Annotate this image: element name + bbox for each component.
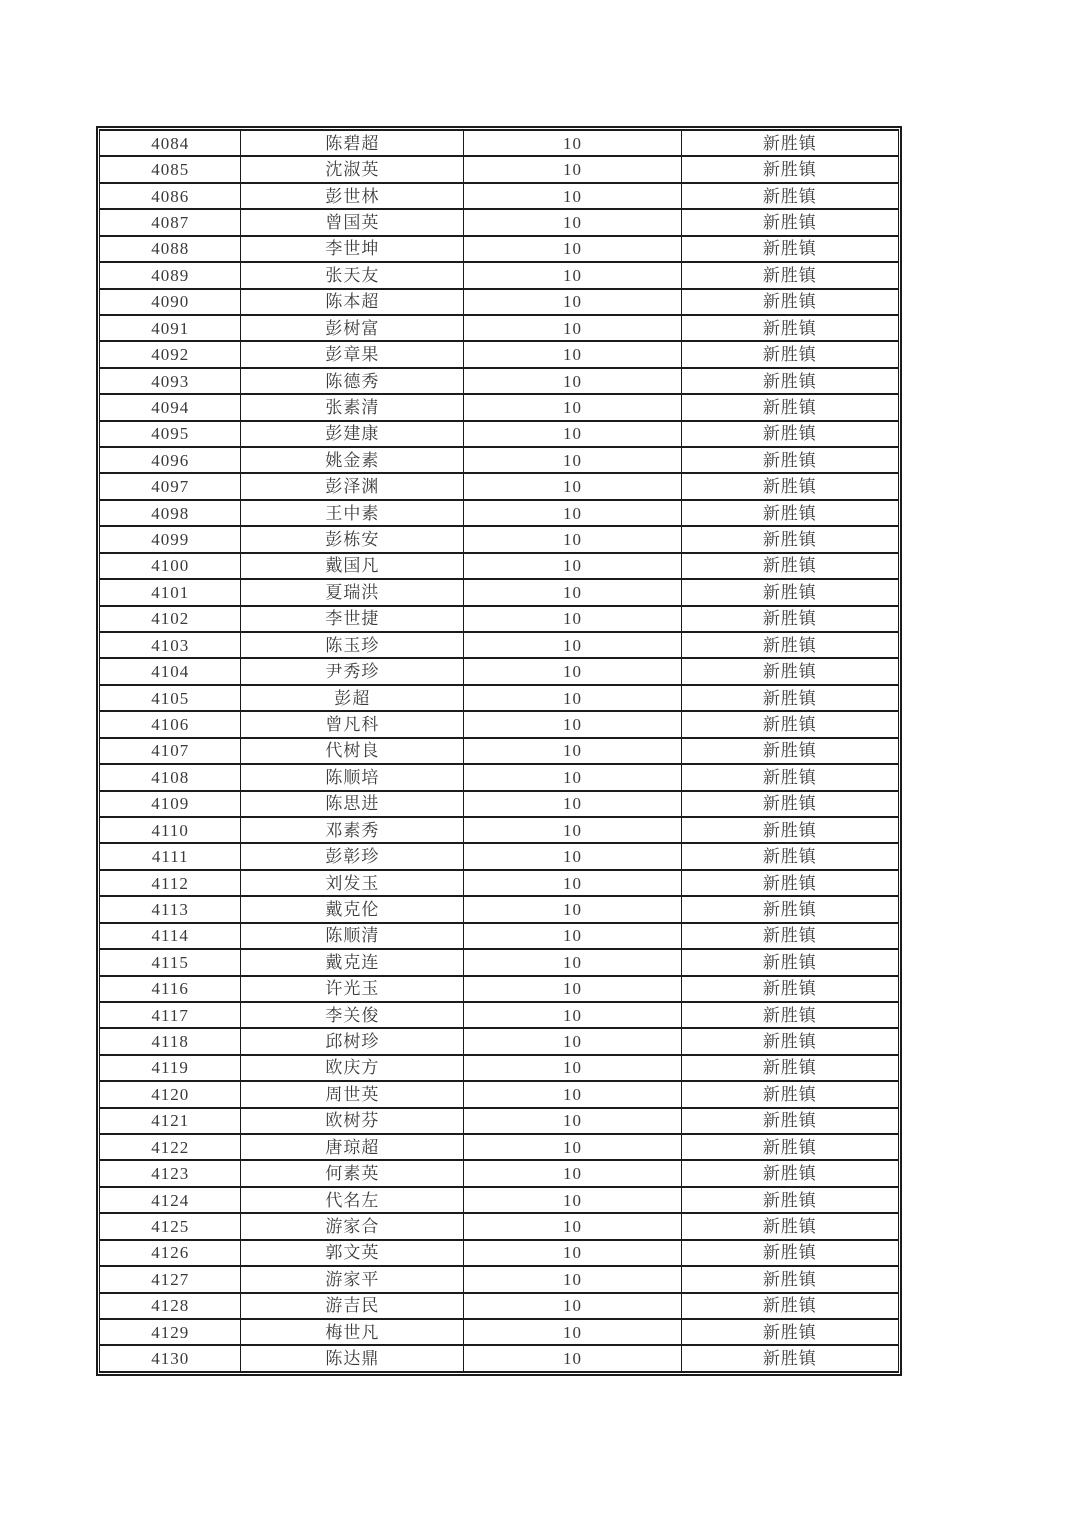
amount-cell: 10 [464,791,681,817]
town-cell: 新胜镇 [681,1240,898,1266]
town-cell: 新胜镇 [681,711,898,737]
name-cell: 郭文英 [241,1240,464,1266]
town-cell: 新胜镇 [681,791,898,817]
name-cell: 曾国英 [241,209,464,235]
id-cell: 4097 [100,473,241,499]
name-cell: 邓素秀 [241,817,464,843]
amount-cell: 10 [464,579,681,605]
name-cell: 姚金素 [241,447,464,473]
id-cell: 4121 [100,1108,241,1134]
table-row [100,764,899,790]
name-cell: 沈淑英 [241,156,464,182]
roster-table-body [100,130,899,1372]
table-row [100,130,899,156]
town-cell: 新胜镇 [681,236,898,262]
id-cell: 4106 [100,711,241,737]
amount-cell: 10 [464,1345,681,1372]
name-cell: 彭泽渊 [241,473,464,499]
table-row [100,341,899,367]
roster-table [99,129,899,1373]
id-cell: 4089 [100,262,241,288]
table-row [100,1345,899,1372]
town-cell: 新胜镇 [681,1213,898,1239]
name-cell: 陈碧超 [241,130,464,156]
table-row [100,1266,899,1292]
table-row [100,447,899,473]
name-cell: 唐琼超 [241,1134,464,1160]
amount-cell: 10 [464,870,681,896]
id-cell: 4101 [100,579,241,605]
town-cell: 新胜镇 [681,1293,898,1319]
id-cell: 4117 [100,1002,241,1028]
table-row [100,579,899,605]
town-cell: 新胜镇 [681,976,898,1002]
name-cell: 彭彰珍 [241,843,464,869]
name-cell: 何素英 [241,1160,464,1186]
amount-cell: 10 [464,632,681,658]
name-cell: 张天友 [241,262,464,288]
id-cell: 4125 [100,1213,241,1239]
amount-cell: 10 [464,976,681,1002]
amount-cell: 10 [464,1187,681,1213]
amount-cell: 10 [464,896,681,922]
name-cell: 李世捷 [241,606,464,632]
town-cell: 新胜镇 [681,1055,898,1081]
table-row [100,791,899,817]
town-cell: 新胜镇 [681,843,898,869]
town-cell: 新胜镇 [681,606,898,632]
amount-cell: 10 [464,1081,681,1107]
table-row [100,473,899,499]
id-cell: 4088 [100,236,241,262]
amount-cell: 10 [464,183,681,209]
town-cell: 新胜镇 [681,1108,898,1134]
town-cell: 新胜镇 [681,870,898,896]
town-cell: 新胜镇 [681,526,898,552]
id-cell: 4109 [100,791,241,817]
table-row [100,209,899,235]
town-cell: 新胜镇 [681,183,898,209]
amount-cell: 10 [464,341,681,367]
id-cell: 4084 [100,130,241,156]
table-row [100,606,899,632]
amount-cell: 10 [464,289,681,315]
amount-cell: 10 [464,473,681,499]
town-cell: 新胜镇 [681,289,898,315]
amount-cell: 10 [464,500,681,526]
table-row [100,315,899,341]
table-row [100,1213,899,1239]
table-row [100,1002,899,1028]
amount-cell: 10 [464,1055,681,1081]
amount-cell: 10 [464,447,681,473]
name-cell: 陈德秀 [241,368,464,394]
id-cell: 4095 [100,421,241,447]
town-cell: 新胜镇 [681,1345,898,1372]
town-cell: 新胜镇 [681,1187,898,1213]
amount-cell: 10 [464,1293,681,1319]
name-cell: 夏瑞洪 [241,579,464,605]
name-cell: 周世英 [241,1081,464,1107]
town-cell: 新胜镇 [681,553,898,579]
town-cell: 新胜镇 [681,1319,898,1345]
town-cell: 新胜镇 [681,658,898,684]
amount-cell: 10 [464,236,681,262]
id-cell: 4099 [100,526,241,552]
id-cell: 4105 [100,685,241,711]
table-row [100,1160,899,1186]
amount-cell: 10 [464,421,681,447]
table-row [100,870,899,896]
name-cell: 尹秀珍 [241,658,464,684]
name-cell: 梅世凡 [241,1319,464,1345]
table-row [100,236,899,262]
amount-cell: 10 [464,1319,681,1345]
id-cell: 4100 [100,553,241,579]
town-cell: 新胜镇 [681,394,898,420]
amount-cell: 10 [464,949,681,975]
amount-cell: 10 [464,130,681,156]
town-cell: 新胜镇 [681,447,898,473]
amount-cell: 10 [464,738,681,764]
id-cell: 4124 [100,1187,241,1213]
amount-cell: 10 [464,1213,681,1239]
table-row [100,1108,899,1134]
id-cell: 4102 [100,606,241,632]
town-cell: 新胜镇 [681,1028,898,1054]
town-cell: 新胜镇 [681,579,898,605]
name-cell: 戴克连 [241,949,464,975]
name-cell: 彭超 [241,685,464,711]
table-row [100,817,899,843]
id-cell: 4113 [100,896,241,922]
id-cell: 4119 [100,1055,241,1081]
amount-cell: 10 [464,711,681,737]
id-cell: 4111 [100,843,241,869]
id-cell: 4126 [100,1240,241,1266]
table-row [100,711,899,737]
name-cell: 彭树富 [241,315,464,341]
table-row [100,553,899,579]
amount-cell: 10 [464,923,681,949]
name-cell: 陈本超 [241,289,464,315]
town-cell: 新胜镇 [681,209,898,235]
table-row [100,1134,899,1160]
id-cell: 4094 [100,394,241,420]
amount-cell: 10 [464,606,681,632]
amount-cell: 10 [464,1240,681,1266]
amount-cell: 10 [464,315,681,341]
town-cell: 新胜镇 [681,130,898,156]
id-cell: 4107 [100,738,241,764]
name-cell: 陈顺培 [241,764,464,790]
table-row [100,421,899,447]
amount-cell: 10 [464,685,681,711]
id-cell: 4093 [100,368,241,394]
amount-cell: 10 [464,843,681,869]
table-row [100,976,899,1002]
table-row [100,289,899,315]
roster-table-frame [96,126,902,1376]
name-cell: 陈玉珍 [241,632,464,658]
id-cell: 4110 [100,817,241,843]
name-cell: 曾凡科 [241,711,464,737]
id-cell: 4118 [100,1028,241,1054]
table-row [100,183,899,209]
name-cell: 游家合 [241,1213,464,1239]
town-cell: 新胜镇 [681,923,898,949]
table-row [100,526,899,552]
name-cell: 欧树芬 [241,1108,464,1134]
id-cell: 4108 [100,764,241,790]
town-cell: 新胜镇 [681,262,898,288]
id-cell: 4096 [100,447,241,473]
name-cell: 邱树珍 [241,1028,464,1054]
table-row [100,1081,899,1107]
town-cell: 新胜镇 [681,1081,898,1107]
town-cell: 新胜镇 [681,1002,898,1028]
name-cell: 游吉民 [241,1293,464,1319]
name-cell: 刘发玉 [241,870,464,896]
id-cell: 4090 [100,289,241,315]
town-cell: 新胜镇 [681,156,898,182]
table-row [100,500,899,526]
town-cell: 新胜镇 [681,817,898,843]
town-cell: 新胜镇 [681,368,898,394]
id-cell: 4086 [100,183,241,209]
table-row [100,262,899,288]
town-cell: 新胜镇 [681,632,898,658]
name-cell: 彭世林 [241,183,464,209]
name-cell: 许光玉 [241,976,464,1002]
amount-cell: 10 [464,394,681,420]
id-cell: 4103 [100,632,241,658]
town-cell: 新胜镇 [681,473,898,499]
name-cell: 陈顺清 [241,923,464,949]
amount-cell: 10 [464,1134,681,1160]
town-cell: 新胜镇 [681,764,898,790]
table-row [100,1293,899,1319]
table-row [100,685,899,711]
amount-cell: 10 [464,209,681,235]
town-cell: 新胜镇 [681,1134,898,1160]
amount-cell: 10 [464,1002,681,1028]
table-row [100,896,899,922]
amount-cell: 10 [464,1266,681,1292]
town-cell: 新胜镇 [681,896,898,922]
table-row [100,843,899,869]
town-cell: 新胜镇 [681,315,898,341]
name-cell: 李世坤 [241,236,464,262]
table-row [100,738,899,764]
id-cell: 4120 [100,1081,241,1107]
name-cell: 游家平 [241,1266,464,1292]
id-cell: 4091 [100,315,241,341]
town-cell: 新胜镇 [681,500,898,526]
id-cell: 4098 [100,500,241,526]
amount-cell: 10 [464,764,681,790]
id-cell: 4130 [100,1345,241,1372]
name-cell: 欧庆方 [241,1055,464,1081]
id-cell: 4112 [100,870,241,896]
table-row [100,632,899,658]
town-cell: 新胜镇 [681,685,898,711]
id-cell: 4087 [100,209,241,235]
id-cell: 4092 [100,341,241,367]
name-cell: 陈思进 [241,791,464,817]
id-cell: 4122 [100,1134,241,1160]
name-cell: 王中素 [241,500,464,526]
amount-cell: 10 [464,526,681,552]
town-cell: 新胜镇 [681,738,898,764]
table-row [100,368,899,394]
id-cell: 4104 [100,658,241,684]
name-cell: 张素清 [241,394,464,420]
amount-cell: 10 [464,658,681,684]
name-cell: 陈达鼎 [241,1345,464,1372]
table-row [100,1319,899,1345]
town-cell: 新胜镇 [681,341,898,367]
town-cell: 新胜镇 [681,949,898,975]
table-row [100,156,899,182]
id-cell: 4085 [100,156,241,182]
table-row [100,949,899,975]
name-cell: 戴克伦 [241,896,464,922]
table-row [100,1187,899,1213]
name-cell: 彭栋安 [241,526,464,552]
name-cell: 李关俊 [241,1002,464,1028]
amount-cell: 10 [464,262,681,288]
name-cell: 彭章果 [241,341,464,367]
id-cell: 4116 [100,976,241,1002]
amount-cell: 10 [464,368,681,394]
id-cell: 4123 [100,1160,241,1186]
amount-cell: 10 [464,817,681,843]
amount-cell: 10 [464,1108,681,1134]
table-row [100,923,899,949]
id-cell: 4129 [100,1319,241,1345]
name-cell: 代名左 [241,1187,464,1213]
amount-cell: 10 [464,1028,681,1054]
table-row [100,394,899,420]
id-cell: 4128 [100,1293,241,1319]
table-row [100,1055,899,1081]
table-row [100,1028,899,1054]
town-cell: 新胜镇 [681,421,898,447]
amount-cell: 10 [464,553,681,579]
table-row [100,1240,899,1266]
id-cell: 4114 [100,923,241,949]
town-cell: 新胜镇 [681,1266,898,1292]
id-cell: 4115 [100,949,241,975]
town-cell: 新胜镇 [681,1160,898,1186]
table-row [100,658,899,684]
amount-cell: 10 [464,1160,681,1186]
id-cell: 4127 [100,1266,241,1292]
amount-cell: 10 [464,156,681,182]
name-cell: 彭建康 [241,421,464,447]
name-cell: 戴国凡 [241,553,464,579]
name-cell: 代树良 [241,738,464,764]
